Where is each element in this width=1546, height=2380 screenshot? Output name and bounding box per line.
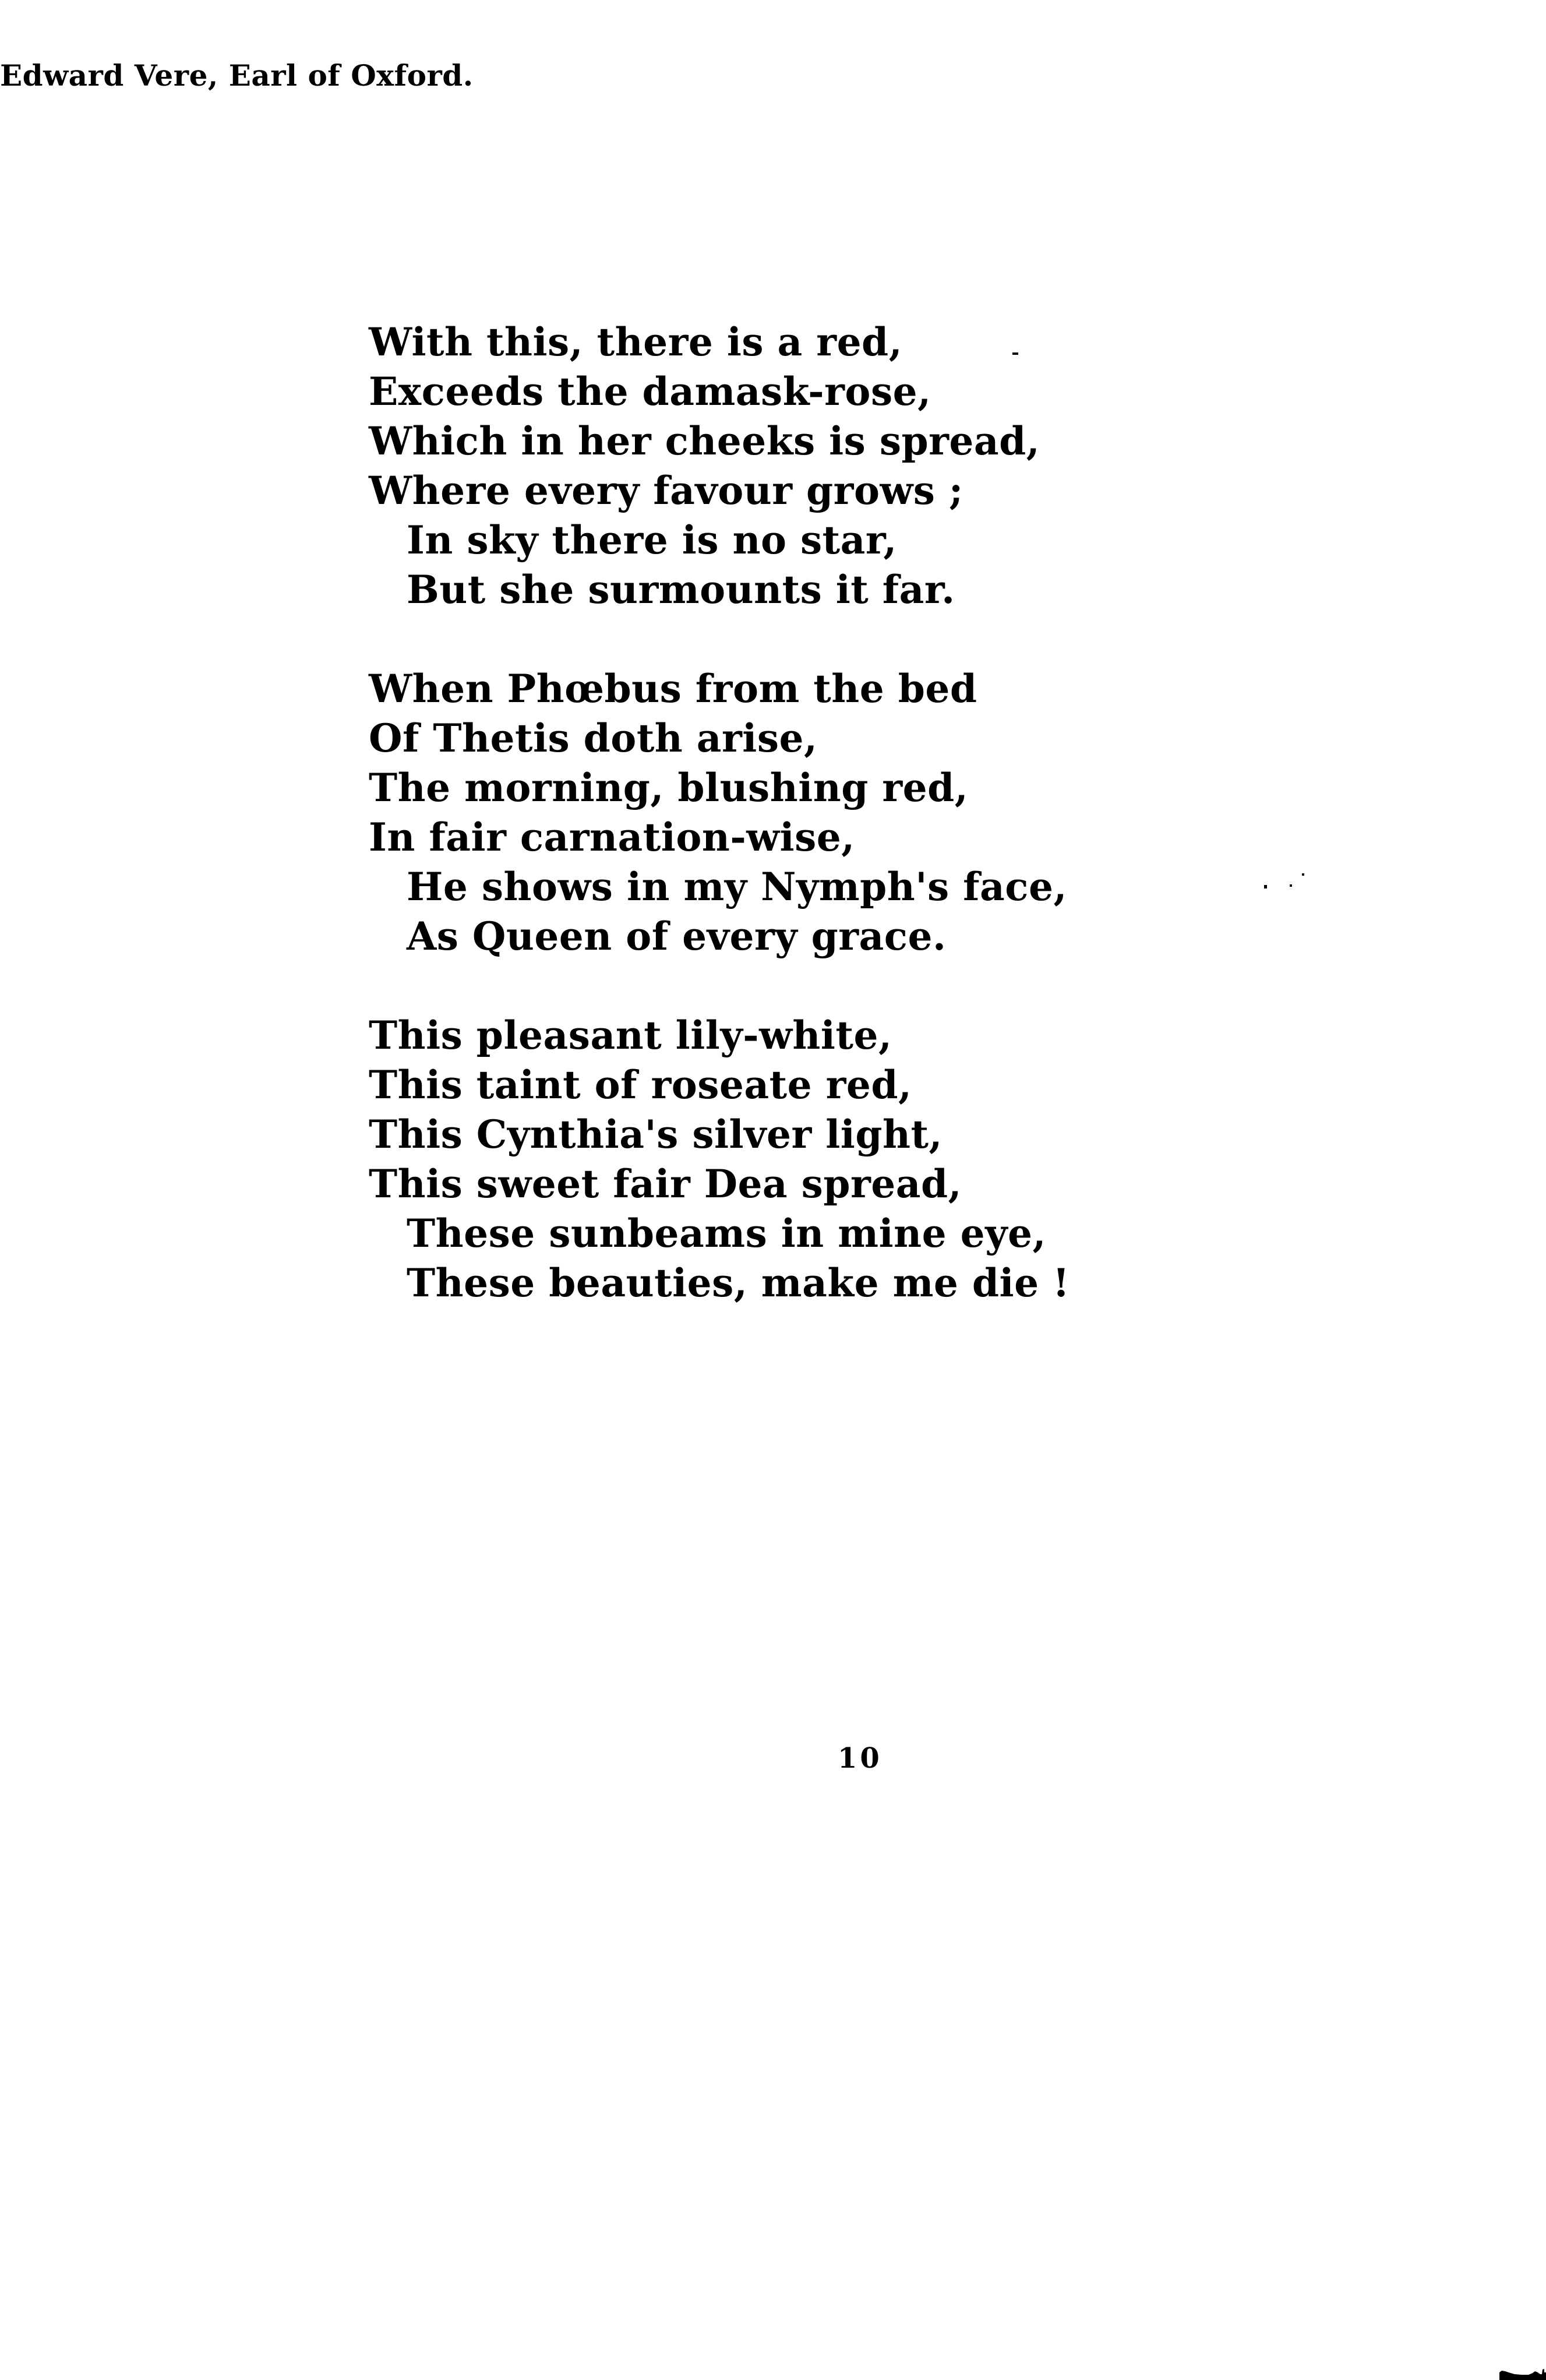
scan-speck <box>1012 352 1018 355</box>
poem-line: When Phœbus from the bed <box>369 666 977 711</box>
stanza <box>369 318 1184 615</box>
poem-attribution: Edward Vere, Earl of Oxford. <box>0 58 474 93</box>
poem-line: As Queen of every grace. <box>407 914 947 959</box>
page-number: 10 <box>838 1742 883 1775</box>
poem-line: He shows in my Nymph's face, <box>407 864 1067 909</box>
poem-line: The morning, blushing red, <box>369 765 969 810</box>
poem-line: In fair carnation-wise, <box>369 815 855 860</box>
poem-line: This Cynthia's silver light, <box>369 1112 943 1157</box>
poem-line: Exceeds the damask-rose, <box>369 369 931 414</box>
poem-line: But she surmounts it far. <box>407 567 955 612</box>
poem-line: This pleasant lily-white, <box>369 1013 892 1058</box>
poem-line: Which in her cheeks is spread, <box>369 418 1040 464</box>
scan-speck <box>1264 885 1267 888</box>
poem-line: These beauties, make me die ! <box>407 1260 1070 1306</box>
scan-speck <box>1290 884 1292 887</box>
stanza <box>369 1011 1184 1308</box>
poem-line: Where every favour grows ; <box>369 468 963 513</box>
poem-line: These sunbeams in mine eye, <box>407 1211 1046 1256</box>
scan-speck <box>1302 873 1304 876</box>
stanza <box>369 664 1184 961</box>
poem-line: Of Thetis doth arise, <box>369 715 818 761</box>
poem <box>369 318 1184 1308</box>
poem-line: This sweet fair Dea spread, <box>369 1161 962 1207</box>
poem-line: In sky there is no star, <box>407 517 897 563</box>
ink-blot <box>1499 2367 1546 2380</box>
poem-line: With this, there is a red, <box>369 319 903 365</box>
poem-line: This taint of roseate red, <box>369 1062 912 1108</box>
